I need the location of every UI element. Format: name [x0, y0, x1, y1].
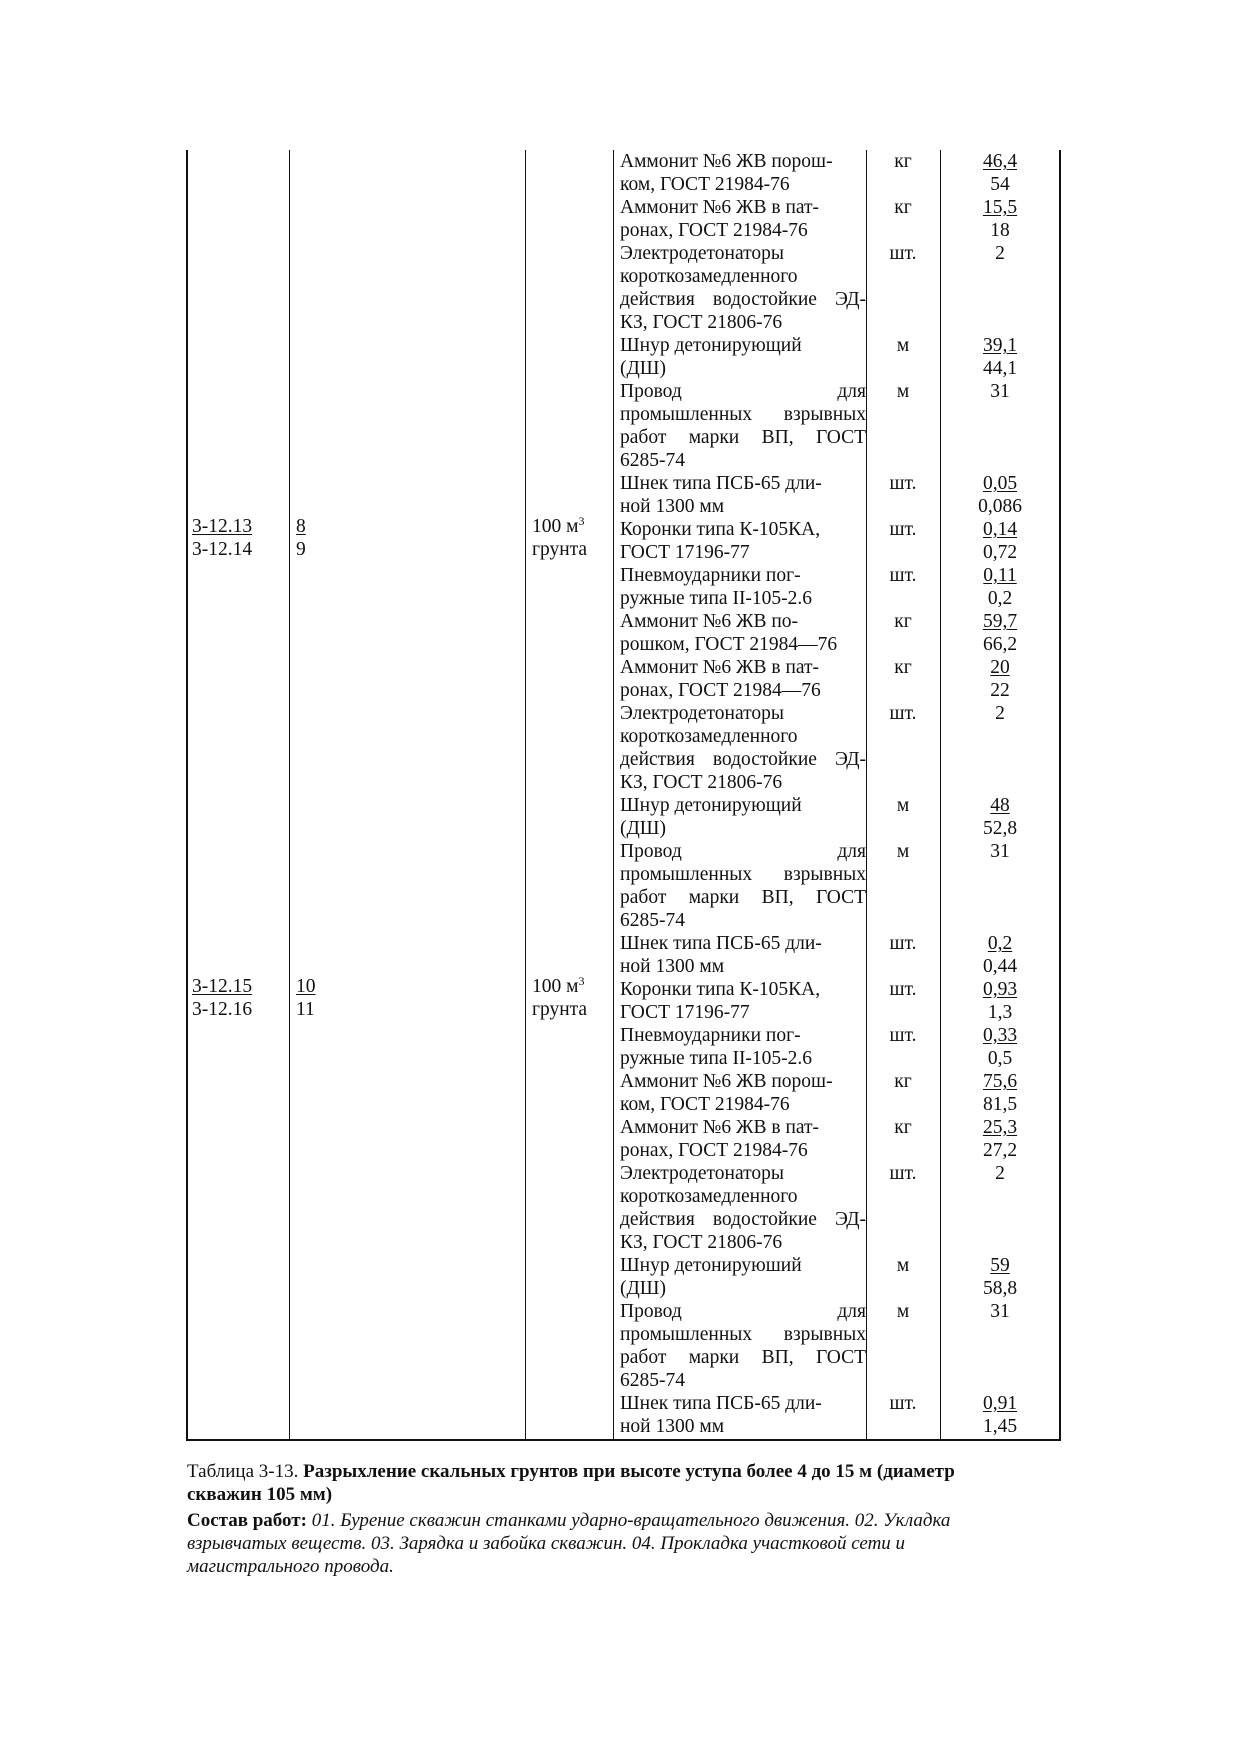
resource-name-line: ронах, ГОСТ 21984-76	[620, 1140, 808, 1161]
resource-name-line: КЗ, ГОСТ 21806-76	[620, 772, 783, 793]
resource-name-line: ГОСТ 17196-77	[620, 1002, 750, 1023]
table-title-continued: скважин 105 мм)	[187, 1484, 333, 1505]
resource-name-line: ной 1300 мм	[620, 496, 725, 517]
column-divider	[525, 150, 526, 1441]
resource-name-word: ГОСТ	[815, 887, 866, 908]
resource-value: 20	[990, 657, 1010, 678]
resource-name-line: Шнур детонируюший	[620, 1255, 802, 1276]
resource-name-line: Аммонит №6 ЖВ в пат-	[620, 657, 820, 678]
resource-value: 66,2	[982, 634, 1018, 655]
resource-value: 0,33	[982, 1025, 1018, 1046]
resource-value: 0,2	[987, 933, 1013, 954]
resource-value: 0,72	[982, 542, 1018, 563]
resource-unit: кг	[894, 151, 912, 172]
resource-name-word: промышленных	[620, 404, 753, 425]
resource-value: 0,2	[987, 588, 1013, 609]
resource-name-word: для	[837, 1301, 866, 1322]
work-composition-label: Состав работ:	[187, 1510, 307, 1531]
resource-unit: шт.	[889, 243, 917, 264]
resource-unit: шт.	[889, 1163, 917, 1184]
resource-value: 2	[995, 1163, 1005, 1184]
resource-name-word: для	[837, 381, 866, 402]
resource-name-word: ЭД-	[834, 749, 866, 770]
resource-name-word: работ	[620, 427, 667, 448]
resource-unit: кг	[894, 657, 912, 678]
resource-name-line: ной 1300 мм	[620, 956, 725, 977]
resource-value: 22	[990, 680, 1010, 701]
resource-name-line	[620, 863, 866, 886]
resource-name-line: Шнур детонирующий	[620, 335, 802, 356]
resource-name-line: КЗ, ГОСТ 21806-76	[620, 1232, 783, 1253]
table-title-line	[187, 1460, 1055, 1483]
resource-name-word: ВП,	[761, 887, 794, 908]
resource-name-line	[620, 840, 866, 863]
resource-unit: кг	[894, 1071, 912, 1092]
resource-name-line: Электродетонаторы	[620, 243, 784, 264]
table-label: Таблица 3-13.	[187, 1461, 299, 1482]
resource-name-line	[620, 1346, 866, 1369]
norm-number: 10	[296, 976, 316, 997]
resource-name-line: ГОСТ 17196-77	[620, 542, 750, 563]
resource-value: 48	[990, 795, 1010, 816]
resource-name-line: Аммонит №6 ЖВ порош-	[620, 151, 833, 172]
resource-name-word: взрывных	[783, 864, 866, 885]
resource-name-line: (ДШ)	[620, 358, 666, 379]
norm-code: 3-12.14	[192, 539, 253, 560]
resource-name-word: взрывных	[783, 404, 866, 425]
resource-value: 0,14	[982, 519, 1018, 540]
resource-name-line: 6285-74	[620, 1370, 685, 1391]
resource-name-word: ЭД-	[834, 1209, 866, 1230]
resource-name-line: короткозамедленного	[620, 1186, 798, 1207]
resource-unit: м	[896, 381, 910, 402]
resource-value: 15,5	[982, 197, 1018, 218]
resource-name-line: Пневмоударники пог-	[620, 1025, 801, 1046]
resource-name-word: марки	[688, 887, 740, 908]
resource-name-word: для	[837, 841, 866, 862]
resource-name-line: короткозамедленного	[620, 266, 798, 287]
resource-value: 0,44	[982, 956, 1018, 977]
resource-name-line	[620, 1208, 866, 1231]
column-divider	[613, 150, 614, 1441]
resource-name-line	[620, 403, 866, 426]
resource-name-line: Шнек типа ПСБ-65 дли-	[620, 933, 822, 954]
resource-name-word: ГОСТ	[815, 427, 866, 448]
norm-code: 3-12.16	[192, 999, 253, 1020]
resource-name-word: работ	[620, 887, 667, 908]
resource-name-word: действия	[620, 289, 695, 310]
resource-value: 44,1	[982, 358, 1018, 379]
resource-value: 31	[990, 1301, 1010, 1322]
table-title: Разрыхление скальных грунтов при высоте уступа более 4 до 15 м (диаметр	[303, 1461, 955, 1482]
resource-name-line: ной 1300 мм	[620, 1416, 725, 1437]
resource-name-line	[620, 886, 866, 909]
work-composition-text: магистрального провода.	[187, 1556, 394, 1577]
resource-name-word: водостойкие	[712, 1209, 817, 1230]
resource-name-line: 6285-74	[620, 910, 685, 931]
resource-name-line: Аммонит №6 ЖВ по-	[620, 611, 799, 632]
measure-unit: 100 $м^3$	[532, 514, 585, 537]
table-border-left	[186, 150, 188, 1441]
resource-value: 2	[995, 703, 1005, 724]
resource-value: 59	[990, 1255, 1010, 1276]
resource-name-line: короткозамедленного	[620, 726, 798, 747]
resource-name-word: промышленных	[620, 1324, 753, 1345]
resource-value: 46,4	[982, 151, 1018, 172]
resource-name-word: водостойкие	[712, 749, 817, 770]
resource-value: 59,7	[982, 611, 1018, 632]
resource-name-line	[620, 380, 866, 403]
resource-name-line	[620, 1300, 866, 1323]
resource-name-line	[620, 288, 866, 311]
resource-unit: шт.	[889, 565, 917, 586]
resource-name-line	[620, 426, 866, 449]
resource-unit: м	[896, 1255, 910, 1276]
resource-name-word: ВП,	[761, 1347, 794, 1368]
resource-name-word: действия	[620, 1209, 695, 1230]
resource-name-word: марки	[688, 427, 740, 448]
resource-name-line: Аммонит №6 ЖВ в пат-	[620, 1117, 820, 1138]
resource-value: 31	[990, 381, 1010, 402]
resource-value: 0,93	[982, 979, 1018, 1000]
resource-value: 0,05	[982, 473, 1018, 494]
resource-value: 25,3	[982, 1117, 1018, 1138]
resource-name-line	[620, 748, 866, 771]
resource-value: 58,8	[982, 1278, 1018, 1299]
resource-name-line: ронах, ГОСТ 21984—76	[620, 680, 821, 701]
resource-name-word: ГОСТ	[815, 1347, 866, 1368]
resource-name-line: Аммонит №6 ЖВ в пат-	[620, 197, 820, 218]
resource-table	[186, 150, 1061, 1441]
resource-value: 0,5	[987, 1048, 1013, 1069]
resource-value: 54	[990, 174, 1010, 195]
resource-name-line: 6285-74	[620, 450, 685, 471]
work-composition-text: взрывчатых веществ. 03. Зарядка и забойка скважин. 04. Прокладка участковой сети и	[187, 1533, 906, 1554]
resource-name-line: Шнек типа ПСБ-65 дли-	[620, 473, 822, 494]
table-border-bottom	[186, 1439, 1061, 1441]
resource-unit: шт.	[889, 1393, 917, 1414]
resource-name-word: марки	[688, 1347, 740, 1368]
column-divider	[289, 150, 290, 1441]
resource-value: 2	[995, 243, 1005, 264]
resource-name-word: действия	[620, 749, 695, 770]
resource-unit: шт.	[889, 933, 917, 954]
resource-name-word: Провод	[620, 841, 682, 862]
resource-value: 39,1	[982, 335, 1018, 356]
norm-number: 8	[296, 516, 306, 537]
norm-number: 9	[296, 539, 306, 560]
resource-unit: кг	[894, 611, 912, 632]
norm-code: 3-12.13	[192, 516, 253, 537]
norm-code: 3-12.15	[192, 976, 253, 997]
resource-name-line: Коронки типа К-105КА,	[620, 979, 821, 1000]
resource-unit: кг	[894, 197, 912, 218]
resource-name-word: Провод	[620, 1301, 682, 1322]
resource-name-line: ружные типа II-105-2.6	[620, 588, 813, 609]
resource-value: 75,6	[982, 1071, 1018, 1092]
resource-name-line: ружные типа II-105-2.6	[620, 1048, 813, 1069]
resource-name-line: Коронки типа К-105КА,	[620, 519, 821, 540]
resource-name-line: КЗ, ГОСТ 21806-76	[620, 312, 783, 333]
resource-unit: шт.	[889, 1025, 917, 1046]
resource-unit: м	[896, 841, 910, 862]
measure-unit-word: грунта	[532, 539, 588, 560]
resource-unit: шт.	[889, 703, 917, 724]
resource-value: 1,45	[982, 1416, 1018, 1437]
resource-name-line: (ДШ)	[620, 1278, 666, 1299]
resource-name-line: Электродетонаторы	[620, 703, 784, 724]
resource-value: 0,086	[978, 496, 1022, 517]
resource-name-word: ЭД-	[834, 289, 866, 310]
resource-unit: м	[896, 1301, 910, 1322]
resource-name-word: взрывных	[783, 1324, 866, 1345]
resource-value: 52,8	[982, 818, 1018, 839]
resource-name-line	[620, 1323, 866, 1346]
resource-name-word: Провод	[620, 381, 682, 402]
work-composition-line	[187, 1509, 1055, 1532]
resource-value: 0,91	[982, 1393, 1018, 1414]
norm-number: 11	[296, 999, 315, 1020]
resource-name-line: ком, ГОСТ 21984-76	[620, 1094, 790, 1115]
resource-name-word: ВП,	[761, 427, 794, 448]
resource-name-word: промышленных	[620, 864, 753, 885]
resource-unit: шт.	[889, 519, 917, 540]
resource-name-line: Шнек типа ПСБ-65 дли-	[620, 1393, 822, 1414]
resource-value: 81,5	[982, 1094, 1018, 1115]
resource-value: 27,2	[982, 1140, 1018, 1161]
resource-value: 0,11	[983, 565, 1017, 586]
resource-name-line: рошком, ГОСТ 21984—76	[620, 634, 838, 655]
resource-unit: шт.	[889, 979, 917, 1000]
resource-unit: м	[896, 795, 910, 816]
resource-value: 31	[990, 841, 1010, 862]
work-composition-text: 01. Бурение скважин станками ударно-вращательного движения. 02. Укладка	[311, 1510, 951, 1531]
resource-name-line: ком, ГОСТ 21984-76	[620, 174, 790, 195]
resource-unit: м	[896, 335, 910, 356]
measure-unit: 100 $м^3$	[532, 974, 585, 997]
resource-name-line: Пневмоударники пог-	[620, 565, 801, 586]
resource-value: 18	[990, 220, 1010, 241]
resource-name-line: (ДШ)	[620, 818, 666, 839]
resource-name-line: Аммонит №6 ЖВ порош-	[620, 1071, 833, 1092]
resource-unit: шт.	[889, 473, 917, 494]
resource-name-line: ронах, ГОСТ 21984-76	[620, 220, 808, 241]
measure-unit-word: грунта	[532, 999, 588, 1020]
resource-name-line: Электродетонаторы	[620, 1163, 784, 1184]
resource-name-line: Шнур детонирующий	[620, 795, 802, 816]
resource-name-word: водостойкие	[712, 289, 817, 310]
resource-name-word: работ	[620, 1347, 667, 1368]
resource-unit: кг	[894, 1117, 912, 1138]
resource-value: 1,3	[987, 1002, 1013, 1023]
